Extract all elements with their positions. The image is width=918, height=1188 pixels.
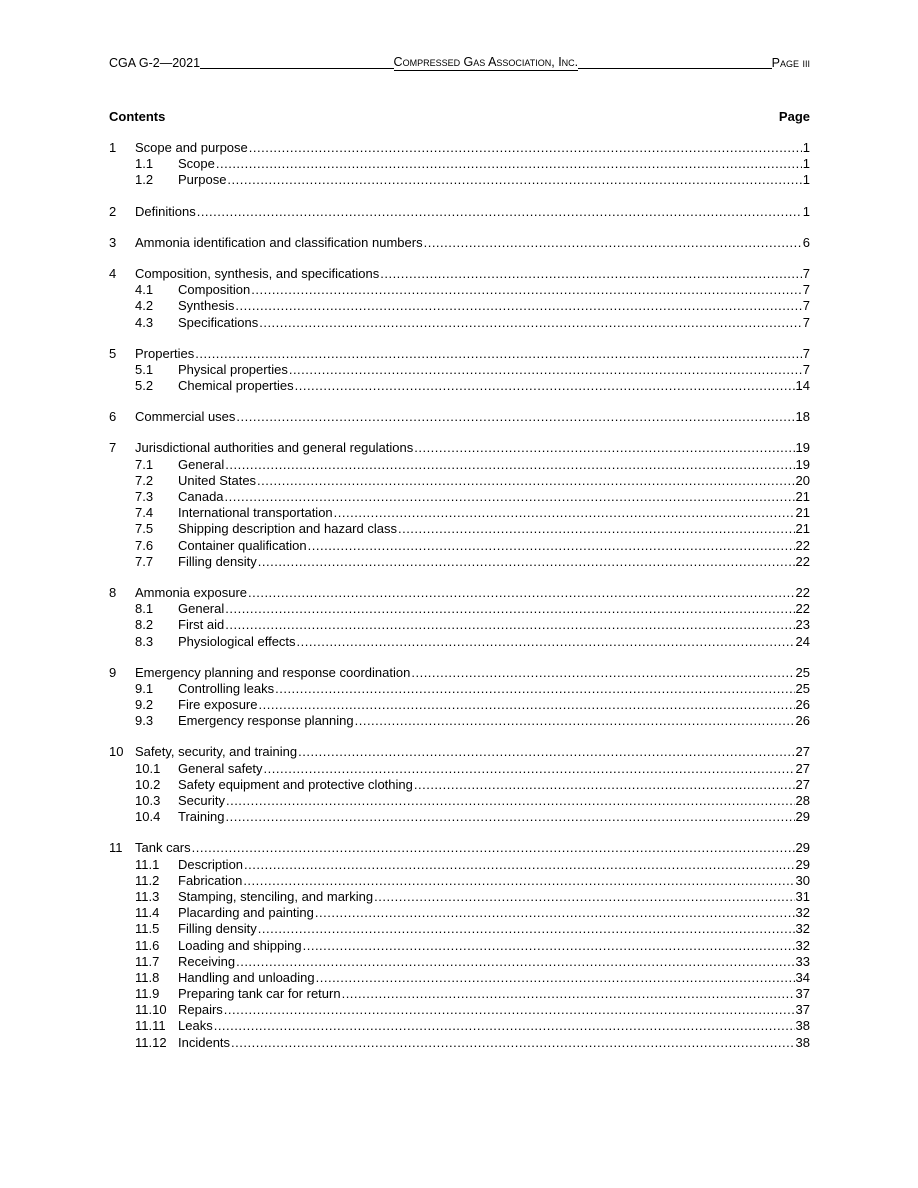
dot-leader: [249, 140, 802, 156]
entry-number: 11.12: [135, 1034, 167, 1050]
dot-leader: [258, 921, 795, 937]
entry-number: 7.6: [135, 537, 154, 553]
toc-subentry[interactable]: [109, 681, 810, 697]
entry-page: 22: [795, 584, 810, 600]
toc-subentry[interactable]: [109, 538, 810, 554]
toc-section: [109, 840, 810, 1050]
toc-section: [109, 204, 810, 220]
entry-page: 21: [795, 521, 810, 537]
entry-title: Properties: [135, 345, 195, 361]
dot-leader: [227, 172, 801, 188]
dot-leader: [355, 713, 795, 729]
entry-title: Safety, security, and training: [135, 744, 298, 760]
entry-title: Scope: [178, 156, 215, 172]
dot-leader: [251, 282, 802, 298]
toc-subentry[interactable]: [109, 362, 810, 378]
toc-subentry[interactable]: [109, 809, 810, 825]
entry-number: 11.7: [135, 953, 160, 969]
toc-section: [109, 744, 810, 825]
entry-title: International transportation: [178, 505, 333, 521]
dot-leader: [225, 809, 794, 825]
doc-id: CGA G-2—2021: [109, 56, 201, 70]
dot-leader: [225, 457, 794, 473]
toc-subentry[interactable]: [109, 156, 810, 172]
entry-title: Physical properties: [178, 361, 288, 377]
toc-subentry[interactable]: [109, 634, 810, 650]
entry-page: 27: [795, 760, 810, 776]
dot-leader: [308, 538, 795, 554]
dot-leader: [257, 473, 794, 489]
entry-number: 4: [109, 265, 117, 281]
toc-subentry[interactable]: [109, 905, 810, 921]
entry-page: 19: [795, 440, 810, 456]
entry-title: Composition, synthesis, and specifications: [135, 265, 380, 281]
entry-page: 7: [802, 298, 810, 314]
entry-title: General safety: [178, 760, 263, 776]
entry-title: Handling and unloading: [178, 969, 315, 985]
toc-subentry[interactable]: [109, 938, 810, 954]
entry-page: 21: [795, 505, 810, 521]
entry-number: 11.1: [135, 856, 160, 872]
toc-subentry[interactable]: [109, 378, 810, 394]
dot-leader: [275, 681, 794, 697]
entry-number: 10.3: [135, 793, 161, 808]
entry-title: Placarding and painting: [178, 905, 314, 921]
entry-page: 24: [795, 633, 810, 649]
toc-subentry[interactable]: [109, 601, 810, 617]
entry-number: 11.5: [135, 921, 160, 937]
entry-title: Repairs: [178, 1002, 223, 1018]
toc-subentry[interactable]: [109, 521, 810, 537]
toc-subentry[interactable]: [109, 617, 810, 633]
entry-page: 37: [795, 1002, 810, 1018]
entry-page: 22: [795, 537, 810, 553]
entry-title: Leaks: [178, 1018, 213, 1034]
toc-subentry[interactable]: [109, 761, 810, 777]
toc-entry[interactable]: [109, 266, 810, 282]
toc-subentry[interactable]: [109, 697, 810, 713]
toc-subentry[interactable]: [109, 172, 810, 188]
entry-page: 34: [795, 969, 810, 985]
toc-subentry[interactable]: [109, 713, 810, 729]
entry-title: Ammonia exposure: [135, 584, 247, 600]
entry-page: 7: [802, 345, 810, 361]
toc-subentry[interactable]: [109, 554, 810, 570]
entry-page: 27: [795, 744, 810, 760]
toc-entry[interactable]: [109, 585, 810, 601]
entry-number: 8.1: [135, 601, 154, 617]
entry-title: Shipping description and hazard class: [178, 521, 397, 537]
dot-leader: [303, 938, 795, 954]
entry-page: 29: [795, 809, 810, 825]
entry-page: 38: [795, 1034, 810, 1050]
entry-title: Fabrication: [178, 872, 243, 888]
dot-leader: [195, 346, 802, 362]
entry-number: 7.7: [135, 553, 154, 569]
toc-entry[interactable]: [109, 440, 810, 456]
entry-title: Canada: [178, 489, 224, 504]
toc-subentry[interactable]: [109, 921, 810, 937]
dot-leader: [414, 777, 795, 793]
entry-title: Preparing tank car for return: [178, 986, 341, 1002]
toc-subentry[interactable]: [109, 777, 810, 793]
entry-title: Filling density: [178, 921, 257, 937]
toc-subentry[interactable]: [109, 489, 810, 505]
entry-number: 11.2: [135, 872, 160, 888]
dot-leader: [334, 505, 795, 521]
entry-title: Filling density: [178, 553, 257, 569]
entry-number: 7.1: [135, 456, 154, 472]
entry-number: 7.4: [135, 505, 154, 521]
header-rule-left: [200, 68, 394, 69]
entry-number: 11.3: [135, 888, 160, 904]
toc-subentry[interactable]: [109, 473, 810, 489]
entry-title: Security: [178, 793, 225, 808]
entry-title: Ammonia identification and classification numbers: [135, 234, 423, 250]
entry-number: 5.2: [135, 378, 154, 394]
entry-page: 33: [795, 953, 810, 969]
entry-title: Fire exposure: [178, 697, 258, 713]
entry-page: 26: [795, 713, 810, 729]
entry-number: 10: [109, 744, 124, 760]
entry-page: 32: [795, 905, 810, 921]
entry-page: 32: [795, 921, 810, 937]
dot-leader: [297, 634, 795, 650]
toc-subentry[interactable]: [109, 889, 810, 905]
toc-subentry[interactable]: [109, 298, 810, 314]
dot-leader: [289, 362, 802, 378]
entry-number: 10.2: [135, 776, 161, 792]
entry-page: 30: [795, 872, 810, 888]
entry-title: Purpose: [178, 172, 227, 188]
dot-leader: [298, 744, 794, 760]
entry-page: 26: [795, 697, 810, 713]
entry-page: 19: [795, 456, 810, 472]
entry-number: 2: [109, 203, 117, 219]
toc-section: [109, 585, 810, 650]
dot-leader: [259, 315, 802, 331]
dot-leader: [315, 905, 795, 921]
toc-section: [109, 346, 810, 395]
toc-subentry[interactable]: [109, 505, 810, 521]
toc-subentry[interactable]: [109, 1018, 810, 1034]
entry-number: 11: [109, 840, 123, 856]
entry-page: 32: [795, 937, 810, 953]
entry-title: Incidents: [178, 1034, 231, 1050]
toc-section: [109, 440, 810, 570]
toc-subentry[interactable]: [109, 970, 810, 986]
entry-title: Definitions: [135, 203, 196, 219]
toc-subentry[interactable]: [109, 457, 810, 473]
dot-leader: [374, 889, 794, 905]
toc-section: [109, 266, 810, 331]
entry-page: 14: [795, 378, 810, 394]
entry-title: Jurisdictional authorities and general regulations: [135, 440, 414, 456]
entry-title: United States: [178, 472, 257, 488]
entry-title: Stamping, stenciling, and marking: [178, 888, 374, 904]
dot-leader: [244, 857, 795, 873]
toc-entry[interactable]: [109, 204, 810, 220]
entry-number: 9.2: [135, 697, 154, 713]
toc-entry[interactable]: [109, 665, 810, 681]
entry-title: Description: [178, 856, 244, 872]
dot-leader: [236, 954, 794, 970]
entry-number: 11.11: [135, 1018, 166, 1034]
entry-number: 6: [109, 409, 117, 425]
dot-leader: [424, 235, 802, 251]
entry-number: 7.3: [135, 489, 154, 504]
entry-title: Tank cars: [135, 840, 191, 856]
page-column-title: Page: [778, 109, 810, 124]
toc-section: [109, 409, 810, 425]
entry-number: 10.4: [135, 809, 161, 825]
dot-leader: [398, 521, 795, 537]
entry-title: Container qualification: [178, 537, 307, 553]
entry-number: 1.1: [135, 156, 154, 172]
entry-page: 7: [802, 265, 810, 281]
entry-page: 6: [802, 234, 810, 250]
entry-title: General: [178, 456, 225, 472]
toc-subentry[interactable]: [109, 986, 810, 1002]
entry-page: 7: [802, 361, 810, 377]
entry-number: 8.3: [135, 633, 154, 649]
entry-number: 11.9: [135, 986, 160, 1002]
toc-subentry[interactable]: [109, 1035, 810, 1051]
entry-title: General: [178, 601, 225, 617]
dot-leader: [231, 1035, 794, 1051]
dot-leader: [225, 617, 794, 633]
entry-title: First aid: [178, 617, 225, 633]
dot-leader: [192, 840, 795, 856]
contents-title: Contents: [109, 109, 166, 124]
entry-number: 3: [109, 234, 117, 250]
entry-title: Chemical properties: [178, 378, 294, 394]
toc-section: [109, 140, 810, 189]
entry-page: 29: [795, 840, 810, 856]
toc-subentry[interactable]: [109, 954, 810, 970]
entry-number: 9: [109, 664, 117, 680]
toc-entry[interactable]: [109, 409, 810, 425]
entry-title: Emergency response planning: [178, 713, 354, 729]
entry-title: Composition: [178, 282, 251, 298]
entry-page: 25: [795, 664, 810, 680]
entry-number: 8: [109, 584, 117, 600]
entry-number: 11.6: [135, 937, 160, 953]
entry-page: 31: [795, 888, 810, 904]
entry-page: 21: [795, 489, 810, 504]
toc-entry[interactable]: [109, 235, 810, 251]
entry-page: 22: [795, 601, 810, 617]
dot-leader: [236, 409, 794, 425]
dot-leader: [411, 665, 794, 681]
entry-page: 29: [795, 856, 810, 872]
entry-title: Loading and shipping: [178, 937, 302, 953]
dot-leader: [258, 554, 795, 570]
dot-leader: [235, 298, 801, 314]
toc-subentry[interactable]: [109, 315, 810, 331]
toc-subentry[interactable]: [109, 793, 810, 809]
entry-number: 4.1: [135, 282, 154, 298]
entry-number: 11.4: [135, 905, 160, 921]
dot-leader: [248, 585, 795, 601]
entry-number: 4.2: [135, 298, 154, 314]
entry-number: 5.1: [135, 361, 154, 377]
toc-subentry[interactable]: [109, 1002, 810, 1018]
toc-subentry[interactable]: [109, 282, 810, 298]
dot-leader: [216, 156, 802, 172]
entry-number: 5: [109, 345, 117, 361]
toc-subentry[interactable]: [109, 857, 810, 873]
toc-subentry[interactable]: [109, 873, 810, 889]
dot-leader: [225, 489, 795, 505]
dot-leader: [414, 440, 794, 456]
entry-number: 10.1: [135, 760, 161, 776]
entry-title: Synthesis: [178, 298, 235, 314]
entry-number: 7.2: [135, 472, 154, 488]
entry-title: Scope and purpose: [135, 140, 248, 155]
entry-number: 8.2: [135, 617, 154, 633]
entry-title: Emergency planning and response coordination: [135, 664, 411, 680]
toc-heading: [109, 109, 810, 124]
entry-page: 38: [795, 1018, 810, 1034]
entry-page: 37: [795, 986, 810, 1002]
entry-number: 9.3: [135, 713, 154, 729]
entry-page: 22: [795, 553, 810, 569]
dot-leader: [316, 970, 795, 986]
entry-number: 1: [109, 140, 117, 155]
entry-page: 27: [795, 776, 810, 792]
entry-page: 1: [802, 156, 810, 172]
dot-leader: [295, 378, 795, 394]
dot-leader: [197, 204, 802, 220]
entry-page: 23: [795, 617, 810, 633]
entry-title: Training: [178, 809, 225, 825]
entry-page: 1: [802, 203, 810, 219]
entry-title: Controlling leaks: [178, 680, 275, 696]
page-label: Page iii: [771, 56, 810, 70]
running-header: [109, 55, 810, 71]
entry-page: 7: [802, 282, 810, 298]
dot-leader: [264, 761, 795, 777]
entry-number: 11.10: [135, 1002, 167, 1018]
entry-page: 20: [795, 472, 810, 488]
entry-title: Receiving: [178, 953, 236, 969]
toc-entry[interactable]: [109, 140, 810, 156]
toc-entry[interactable]: [109, 346, 810, 362]
toc-section: [109, 665, 810, 730]
entry-page: 7: [802, 314, 810, 330]
entry-number: 9.1: [135, 680, 154, 696]
entry-page: 1: [802, 172, 810, 188]
dot-leader: [226, 793, 795, 809]
dot-leader: [380, 266, 802, 282]
entry-page: 18: [795, 409, 810, 425]
entry-page: 28: [795, 793, 810, 808]
dot-leader: [224, 1002, 795, 1018]
entry-number: 7.5: [135, 521, 154, 537]
entry-title: Specifications: [178, 314, 259, 330]
org-name: Compressed Gas Association, Inc.: [393, 55, 579, 69]
entry-title: Safety equipment and protective clothing: [178, 776, 413, 792]
table-of-contents: [109, 140, 810, 1066]
entry-title: Commercial uses: [135, 409, 236, 425]
toc-entry[interactable]: [109, 744, 810, 760]
entry-title: Physiological effects: [178, 633, 296, 649]
entry-page: 1: [802, 140, 810, 155]
dot-leader: [243, 873, 794, 889]
dot-leader: [258, 697, 794, 713]
entry-number: 7: [109, 440, 117, 456]
toc-entry[interactable]: [109, 840, 810, 856]
entry-number: 11.8: [135, 969, 160, 985]
dot-leader: [342, 986, 795, 1002]
entry-number: 4.3: [135, 314, 154, 330]
toc-section: [109, 235, 810, 251]
entry-page: 25: [795, 680, 810, 696]
header-rule-right: [578, 68, 772, 69]
entry-number: 1.2: [135, 172, 154, 188]
dot-leader: [225, 601, 794, 617]
dot-leader: [214, 1018, 795, 1034]
